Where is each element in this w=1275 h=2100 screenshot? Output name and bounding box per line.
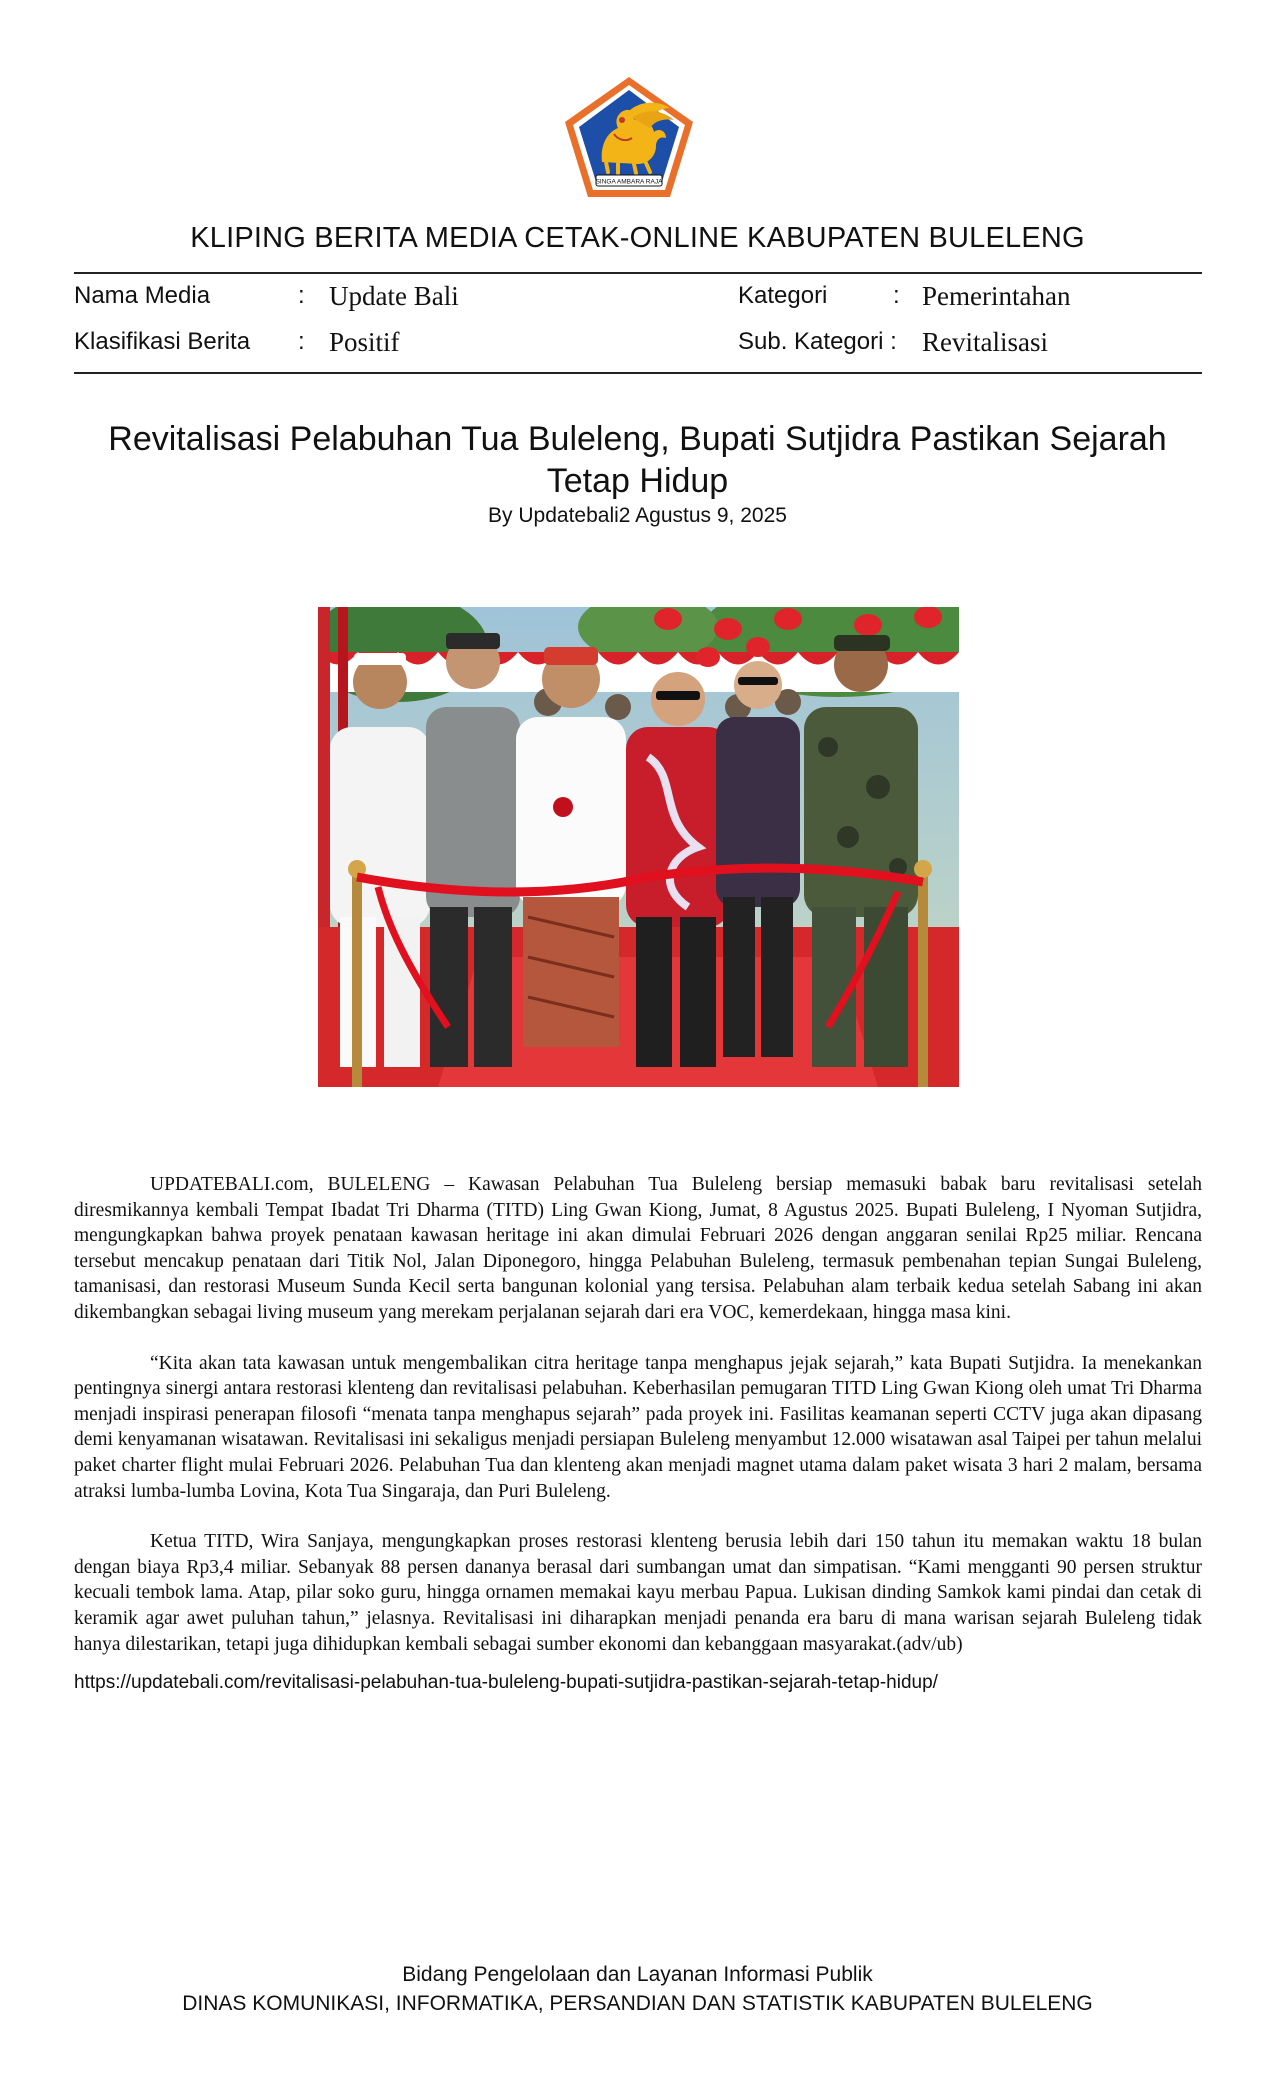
klasifikasi-value: Positif xyxy=(329,327,400,357)
source-url: https://updatebali.com/revitalisasi-pelabuhan-tua-buleleng-bupati-sutjidra-pastikan-sejarah-tetap-hidup/ xyxy=(74,1672,938,1693)
article-body xyxy=(74,1172,1202,1682)
header-bottom-rule xyxy=(74,372,1202,374)
kategori-value: Pemerintahan xyxy=(922,281,1071,311)
kategori-label: Kategori xyxy=(738,282,828,309)
klasifikasi-label: Klasifikasi Berita xyxy=(74,328,251,355)
article-photo xyxy=(318,607,959,1087)
klasifikasi-colon: : xyxy=(298,328,305,355)
header-top-rule xyxy=(74,272,1202,274)
media-label: Nama Media xyxy=(74,282,211,309)
buleleng-regency-logo xyxy=(562,74,696,200)
media-value: Update Bali xyxy=(329,281,459,311)
article-paragraph-2: “Kita akan tata kawasan untuk mengembalikan citra heritage tanpa menghapus jejak sejarah,” kata Bupati Sutjidra. Ia menekankan pentingnya sinergi antara restorasi klenteng dan revitalisasi pelabuhan. Keberhasilan pemugaran TITD Ling Gwan Kiong oleh umat Tri Dharma menjadi inspirasi penerapan filosofi “menata tanpa menghapus sejarah” pada proyek ini. Fasilitas keamanan seperti CCTV juga akan dipasang demi kenyamanan wisatawan. Revitalisasi ini sekaligus menjadi persiapan Buleleng menyambut 12.000 wisatawan asal Taipei per tahun melalui paket charter flight mulai Februari 2026. Pelabuhan Tua dan klenteng akan menjadi magnet utama dalam paket wisata 3 hari 2 malam, bersama atraksi lumba-lumba Lovina, Kota Tua Singaraja, dan Puri Buleleng. xyxy=(74,1352,1202,1502)
subkategori-value: Revitalisasi xyxy=(922,327,1048,357)
media-colon: : xyxy=(298,282,305,309)
kliping-title: KLIPING BERITA MEDIA CETAK-ONLINE KABUPATEN BULELENG xyxy=(190,222,1085,254)
article-paragraph-3: Ketua TITD, Wira Sanjaya, mengungkapkan proses restorasi klenteng berusia lebih dari 150 tahun itu memakan waktu 18 bulan dengan biaya Rp3,4 miliar. Sebanyak 88 persen dananya berasal dari sumbangan umat dan simpatisan. “Kami mengganti 90 persen struktur kecuali tembok lama. Atap, pilar soko guru, hingga ornamen memakai kayu merbau Papua. Lukisan dinding Samkok kami pindai dan cetak di keramik agar awet puluhan tahun,” jelasnya. Revitalisasi ini diharapkan menjadi penanda era baru di mana warisan sejarah Buleleng tidak hanya dilestarikan, tetapi juga dihidupkan kembali sebagai sumber ekonomi dan kebanggaan masyarakat.(adv/ub) xyxy=(74,1531,1202,1655)
logo-motto-lettering: SINGA AMBARA RAJA xyxy=(595,178,663,186)
article-byline: By Updatebali2 Agustus 9, 2025 xyxy=(488,504,787,527)
article-headline: Revitalisasi Pelabuhan Tua Buleleng, Bupati Sutjidra Pastikan Sejarah Tetap Hidup xyxy=(108,420,1167,500)
subkategori-label: Sub. Kategori : xyxy=(738,328,897,355)
footer-department: DINAS KOMUNIKASI, INFORMATIKA, PERSANDIAN DAN STATISTIK KABUPATEN BULELENG xyxy=(182,1992,1093,2015)
footer-division: Bidang Pengelolaan dan Layanan Informasi Publik xyxy=(402,1963,873,1986)
article-paragraph-1: UPDATEBALI.com, BULELENG – Kawasan Pelabuhan Tua Buleleng bersiap memasuki babak baru revitalisasi setelah diresmikannya kembali Tempat Ibadat Tri Dharma (TITD) Ling Gwan Kiong, Jumat, 8 Agustus 2025. Bupati Buleleng, I Nyoman Sutjidra, mengungkapkan bahwa proyek penataan kawasan heritage ini akan dimulai Februari 2026 dengan anggaran senilai Rp25 miliar. Rencana tersebut mencakup penataan dari Titik Nol, Jalan Diponegoro, hingga Pelabuhan Buleleng, termasuk pembenahan tepian Sungai Buleleng, tamanisasi, dan restorasi Museum Sunda Kecil serta bangunan kolonial yang tersisa. Pelabuhan alam terbaik kedua setelah Sabang ini akan dikembangkan sebagai living museum yang merekam perjalanan sejarah dari era VOC, kemerdekaan, hingga masa kini. xyxy=(74,1174,1202,1323)
kategori-colon: : xyxy=(893,282,900,309)
